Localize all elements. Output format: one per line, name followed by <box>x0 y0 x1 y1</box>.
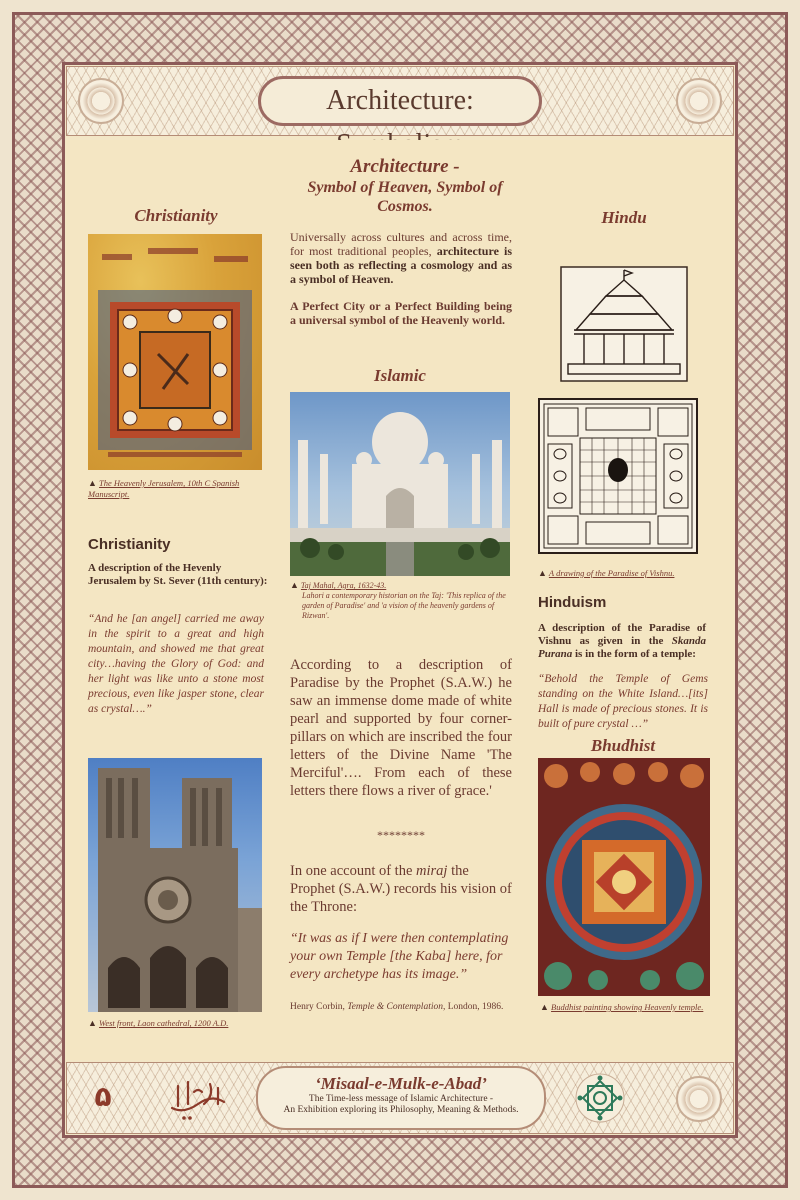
hindu-heading: Hindu <box>601 208 647 227</box>
heavenly-jerusalem-image <box>88 234 262 470</box>
geometric-emblem <box>574 1072 626 1124</box>
christianity-quote: “And he [an angel] carried me away in the spirit to a great and high mountain, and showed me that great city…having the Glory of God: and her light was like unto a stone most precious, even like jasper stone, clear as crystal….” <box>88 613 264 715</box>
vishnu-caption <box>538 568 718 579</box>
intro-paragraph <box>290 230 512 286</box>
caption-text: West front, Laon cathedral, 1200 A.D. <box>99 1018 229 1028</box>
calligraphy-icon <box>164 1074 234 1124</box>
miraj-emphasis: miraj <box>416 863 448 879</box>
intro-plain: Universally across cultures and across time, for most traditional peoples, <box>290 230 512 258</box>
caption-text: Lahori a contemporary historian on the Taj: 'This replica of the garden of Paradise' and 'a vision of the heavenly gardens of Rizwan'. <box>302 591 506 620</box>
vishnu-paradise-plan <box>538 398 698 554</box>
triangle-icon: ▲ <box>538 568 547 578</box>
caption-text: The Heavenly Jerusalem, 10th C Spanish Manuscript. <box>88 478 240 499</box>
triangle-icon: ▲ <box>88 478 97 488</box>
caption-title: Taj Mahal, Agra, 1632-43. <box>300 581 387 590</box>
christianity-heading: Christianity <box>134 206 218 225</box>
exhibition-title: ‘Misaal-e-Mulk-e-Abad’ <box>315 1074 487 1093</box>
paradise-paragraph: According to a description of Paradise by the Prophet (S.A.W.) he saw an immense dome made of white pearl and supported by four corner-pillars on which are inscribed the four letters of the Divine Name 'The Merciful'…. From each of these letters there flows a river of grace.' <box>290 657 512 799</box>
taj-mahal-image <box>290 392 510 576</box>
page-number: ۵ <box>94 1080 112 1113</box>
exhibition-line1: The Time-less message of Islamic Architecture - <box>308 1094 494 1104</box>
calligraphy-logo <box>164 1074 234 1124</box>
paradise-plan-drawing <box>538 398 698 554</box>
description-em: Skanda Purana <box>538 635 706 660</box>
islamic-quote: “It was as if I were then contemplating your own Temple [the Kaba] here, for every archetype has its image.” <box>290 931 509 982</box>
star-pattern-icon <box>574 1072 626 1124</box>
laon-cathedral-image <box>88 758 262 1012</box>
triangle-icon: ▲ <box>290 580 299 590</box>
hinduism-subheading: Hinduism <box>538 594 607 611</box>
temple-line-drawing <box>560 266 688 382</box>
citation <box>290 1002 514 1012</box>
buddhist-caption <box>540 1002 720 1013</box>
christianity-subheading: Christianity <box>88 536 171 553</box>
mandala-illustration <box>538 758 710 996</box>
triangle-icon: ▲ <box>88 1018 97 1028</box>
center-heading-line1: Architecture - <box>350 156 460 177</box>
center-heading <box>290 156 520 216</box>
hindu-temple-drawing <box>560 266 688 382</box>
citation-author: Henry Corbin, <box>290 1002 348 1012</box>
rosette-icon <box>676 78 722 124</box>
page-title: Architecture: <box>258 76 542 126</box>
hinduism-quote: “Behold the Temple of Gems standing on the White Island…[its] Hall is made of precious stones. It is built of pure crystal …” <box>538 673 708 730</box>
manuscript-illustration <box>88 234 262 470</box>
cathedral-illustration <box>88 758 262 1012</box>
christianity-description: A description of the Hevenly Jerusalem by St. Sever (11th century): <box>88 562 268 587</box>
rosette-icon <box>78 78 124 124</box>
description-b: is in the form of a temple: <box>572 648 696 660</box>
intro-bold: architecture is seen both as reflecting a cosmology and as a symbol of Heaven. <box>290 244 513 286</box>
center-heading-line2: Symbol of Heaven, Symbol of Cosmos. <box>307 179 503 215</box>
miraj-text-a: In one account of the <box>290 863 417 879</box>
caption-text: Buddhist painting showing Heavenly temple. <box>551 1002 704 1012</box>
buddhist-heading: Bhudhist <box>590 736 656 755</box>
heavenly-jerusalem-caption <box>88 478 268 500</box>
separator: ******** <box>377 828 425 842</box>
footer-plaque <box>256 1066 546 1130</box>
taj-mahal-caption <box>290 580 512 621</box>
hinduism-description <box>538 622 706 661</box>
rosette-icon <box>676 1076 722 1122</box>
buddhist-mandala-image <box>538 758 710 996</box>
laon-cathedral-caption <box>88 1018 268 1029</box>
miraj-paragraph <box>290 862 512 916</box>
citation-title: Temple & Contemplation <box>347 1002 443 1012</box>
description-a: A description of the Paradise of Vishnu as given in the <box>538 622 706 647</box>
islamic-heading: Islamic <box>374 366 426 385</box>
exhibition-line2: An Exhibition exploring its Philosophy, Meaning & Methods. <box>283 1105 519 1115</box>
triangle-icon: ▲ <box>540 1002 549 1012</box>
miraj-text-b: the Prophet (S.A.W.) records his vision of the Throne: <box>290 863 512 915</box>
caption-text: A drawing of the Paradise of Vishnu. <box>548 568 675 578</box>
intro-second-paragraph: A Perfect City or a Perfect Building being a universal symbol of the Heavenly world. <box>290 299 512 327</box>
citation-rest: , London, 1986. <box>442 1002 504 1012</box>
taj-mahal-illustration <box>290 392 510 576</box>
